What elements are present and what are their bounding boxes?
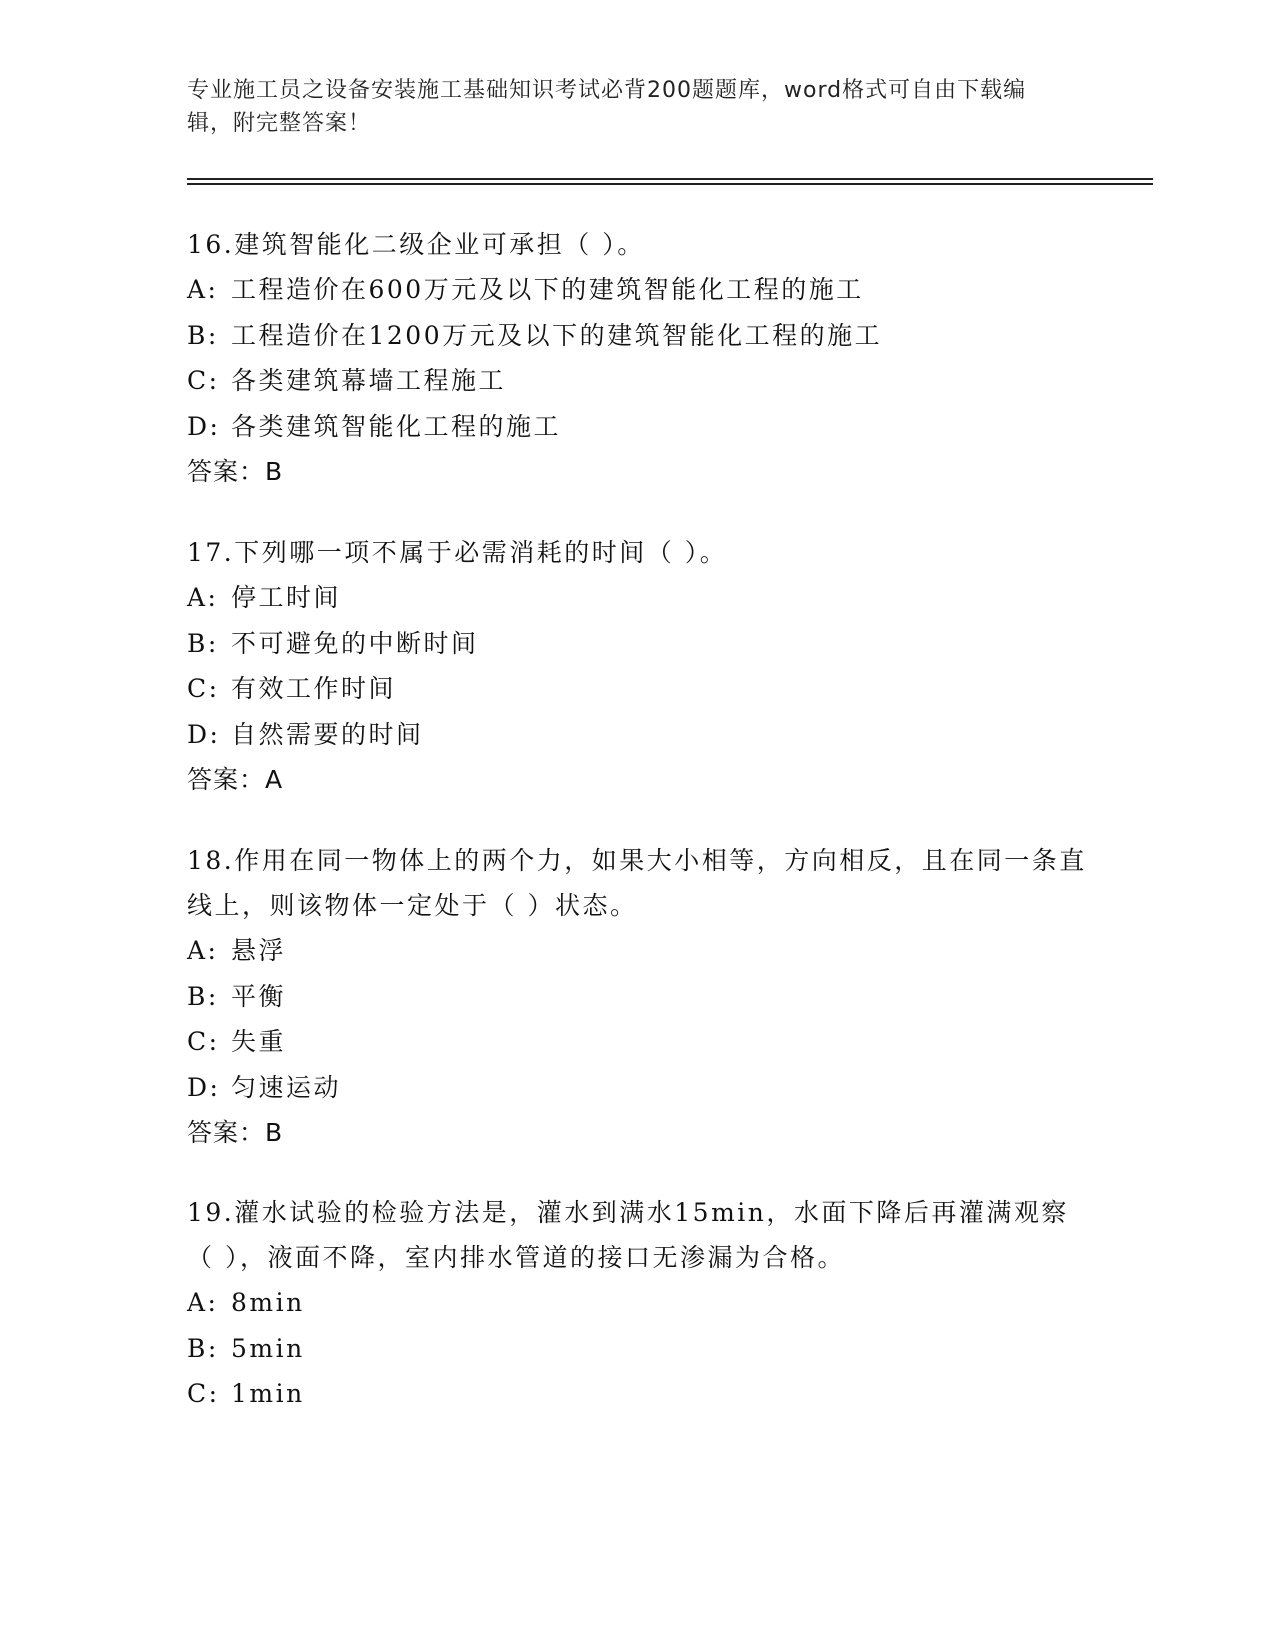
question-16	[187, 222, 1087, 494]
option-key: A:	[187, 936, 219, 965]
option-text: 匀速运动	[231, 1072, 342, 1102]
option-key: B:	[187, 1333, 219, 1363]
question-17	[187, 530, 1087, 802]
question-stem: 16.建筑智能化二级企业可承担（ ）。	[187, 230, 645, 259]
option-text: 失重	[231, 1027, 287, 1056]
option-key: D:	[187, 1072, 221, 1102]
option-text: 悬浮	[231, 936, 287, 965]
option-key: C:	[187, 674, 220, 703]
option-key: C:	[187, 1379, 220, 1408]
option-text: 各类建筑幕墙工程施工	[231, 366, 507, 395]
option-a	[187, 1280, 1087, 1326]
option-text: 平衡	[231, 981, 287, 1011]
option-key: A:	[187, 275, 219, 304]
option-key: B:	[187, 320, 219, 350]
option-c	[187, 358, 1087, 404]
option-key: C:	[187, 1027, 220, 1056]
option-text: 5min	[231, 1333, 305, 1363]
option-a	[187, 267, 1087, 313]
option-d	[187, 404, 1087, 450]
option-b	[187, 1326, 1087, 1372]
option-a	[187, 575, 1087, 621]
answer-line: 答案：A	[187, 765, 284, 794]
question-19	[187, 1190, 1087, 1417]
option-key: C:	[187, 366, 220, 395]
answer-line: 答案：B	[187, 1118, 284, 1147]
option-key: D:	[187, 411, 221, 441]
option-key: A:	[187, 1288, 219, 1317]
question-stem: 19.灌水试验的检验方法是，灌水到满水15min，水面下降后再灌满观察（ ），液面不降，室内排水管道的接口无渗漏为合格。	[187, 1198, 1069, 1272]
question-stem: 18.作用在同一物体上的两个力，如果大小相等，方向相反，且在同一条直线上，则该物体一定处于（ ）状态。	[187, 846, 1087, 920]
option-b	[187, 974, 1087, 1020]
option-c	[187, 666, 1087, 712]
question-18	[187, 838, 1087, 1155]
option-a	[187, 928, 1087, 974]
option-c	[187, 1019, 1087, 1065]
option-d	[187, 1065, 1087, 1111]
option-text: 工程造价在600万元及以下的建筑智能化工程的施工	[231, 275, 864, 304]
document-header: 专业施工员之设备安装施工基础知识考试必背200题题库，word格式可自由下载编辑，附完整答案！	[187, 78, 1027, 136]
option-key: B:	[187, 628, 219, 658]
option-b	[187, 313, 1087, 359]
option-key: A:	[187, 583, 219, 612]
option-c	[187, 1371, 1087, 1417]
option-text: 自然需要的时间	[231, 719, 424, 749]
option-key: D:	[187, 719, 221, 749]
option-key: B:	[187, 981, 219, 1011]
option-d	[187, 712, 1087, 758]
option-text: 工程造价在1200万元及以下的建筑智能化工程的施工	[231, 320, 883, 350]
answer-line: 答案：B	[187, 457, 284, 486]
option-text: 不可避免的中断时间	[231, 628, 479, 658]
option-text: 停工时间	[231, 583, 342, 612]
option-b	[187, 621, 1087, 667]
option-text: 各类建筑智能化工程的施工	[231, 411, 562, 441]
option-text: 8min	[231, 1288, 305, 1317]
option-text: 1min	[231, 1379, 305, 1408]
question-stem: 17.下列哪一项不属于必需消耗的时间（ ）。	[187, 538, 728, 567]
option-text: 有效工作时间	[231, 674, 397, 703]
header-divider	[187, 178, 1153, 185]
